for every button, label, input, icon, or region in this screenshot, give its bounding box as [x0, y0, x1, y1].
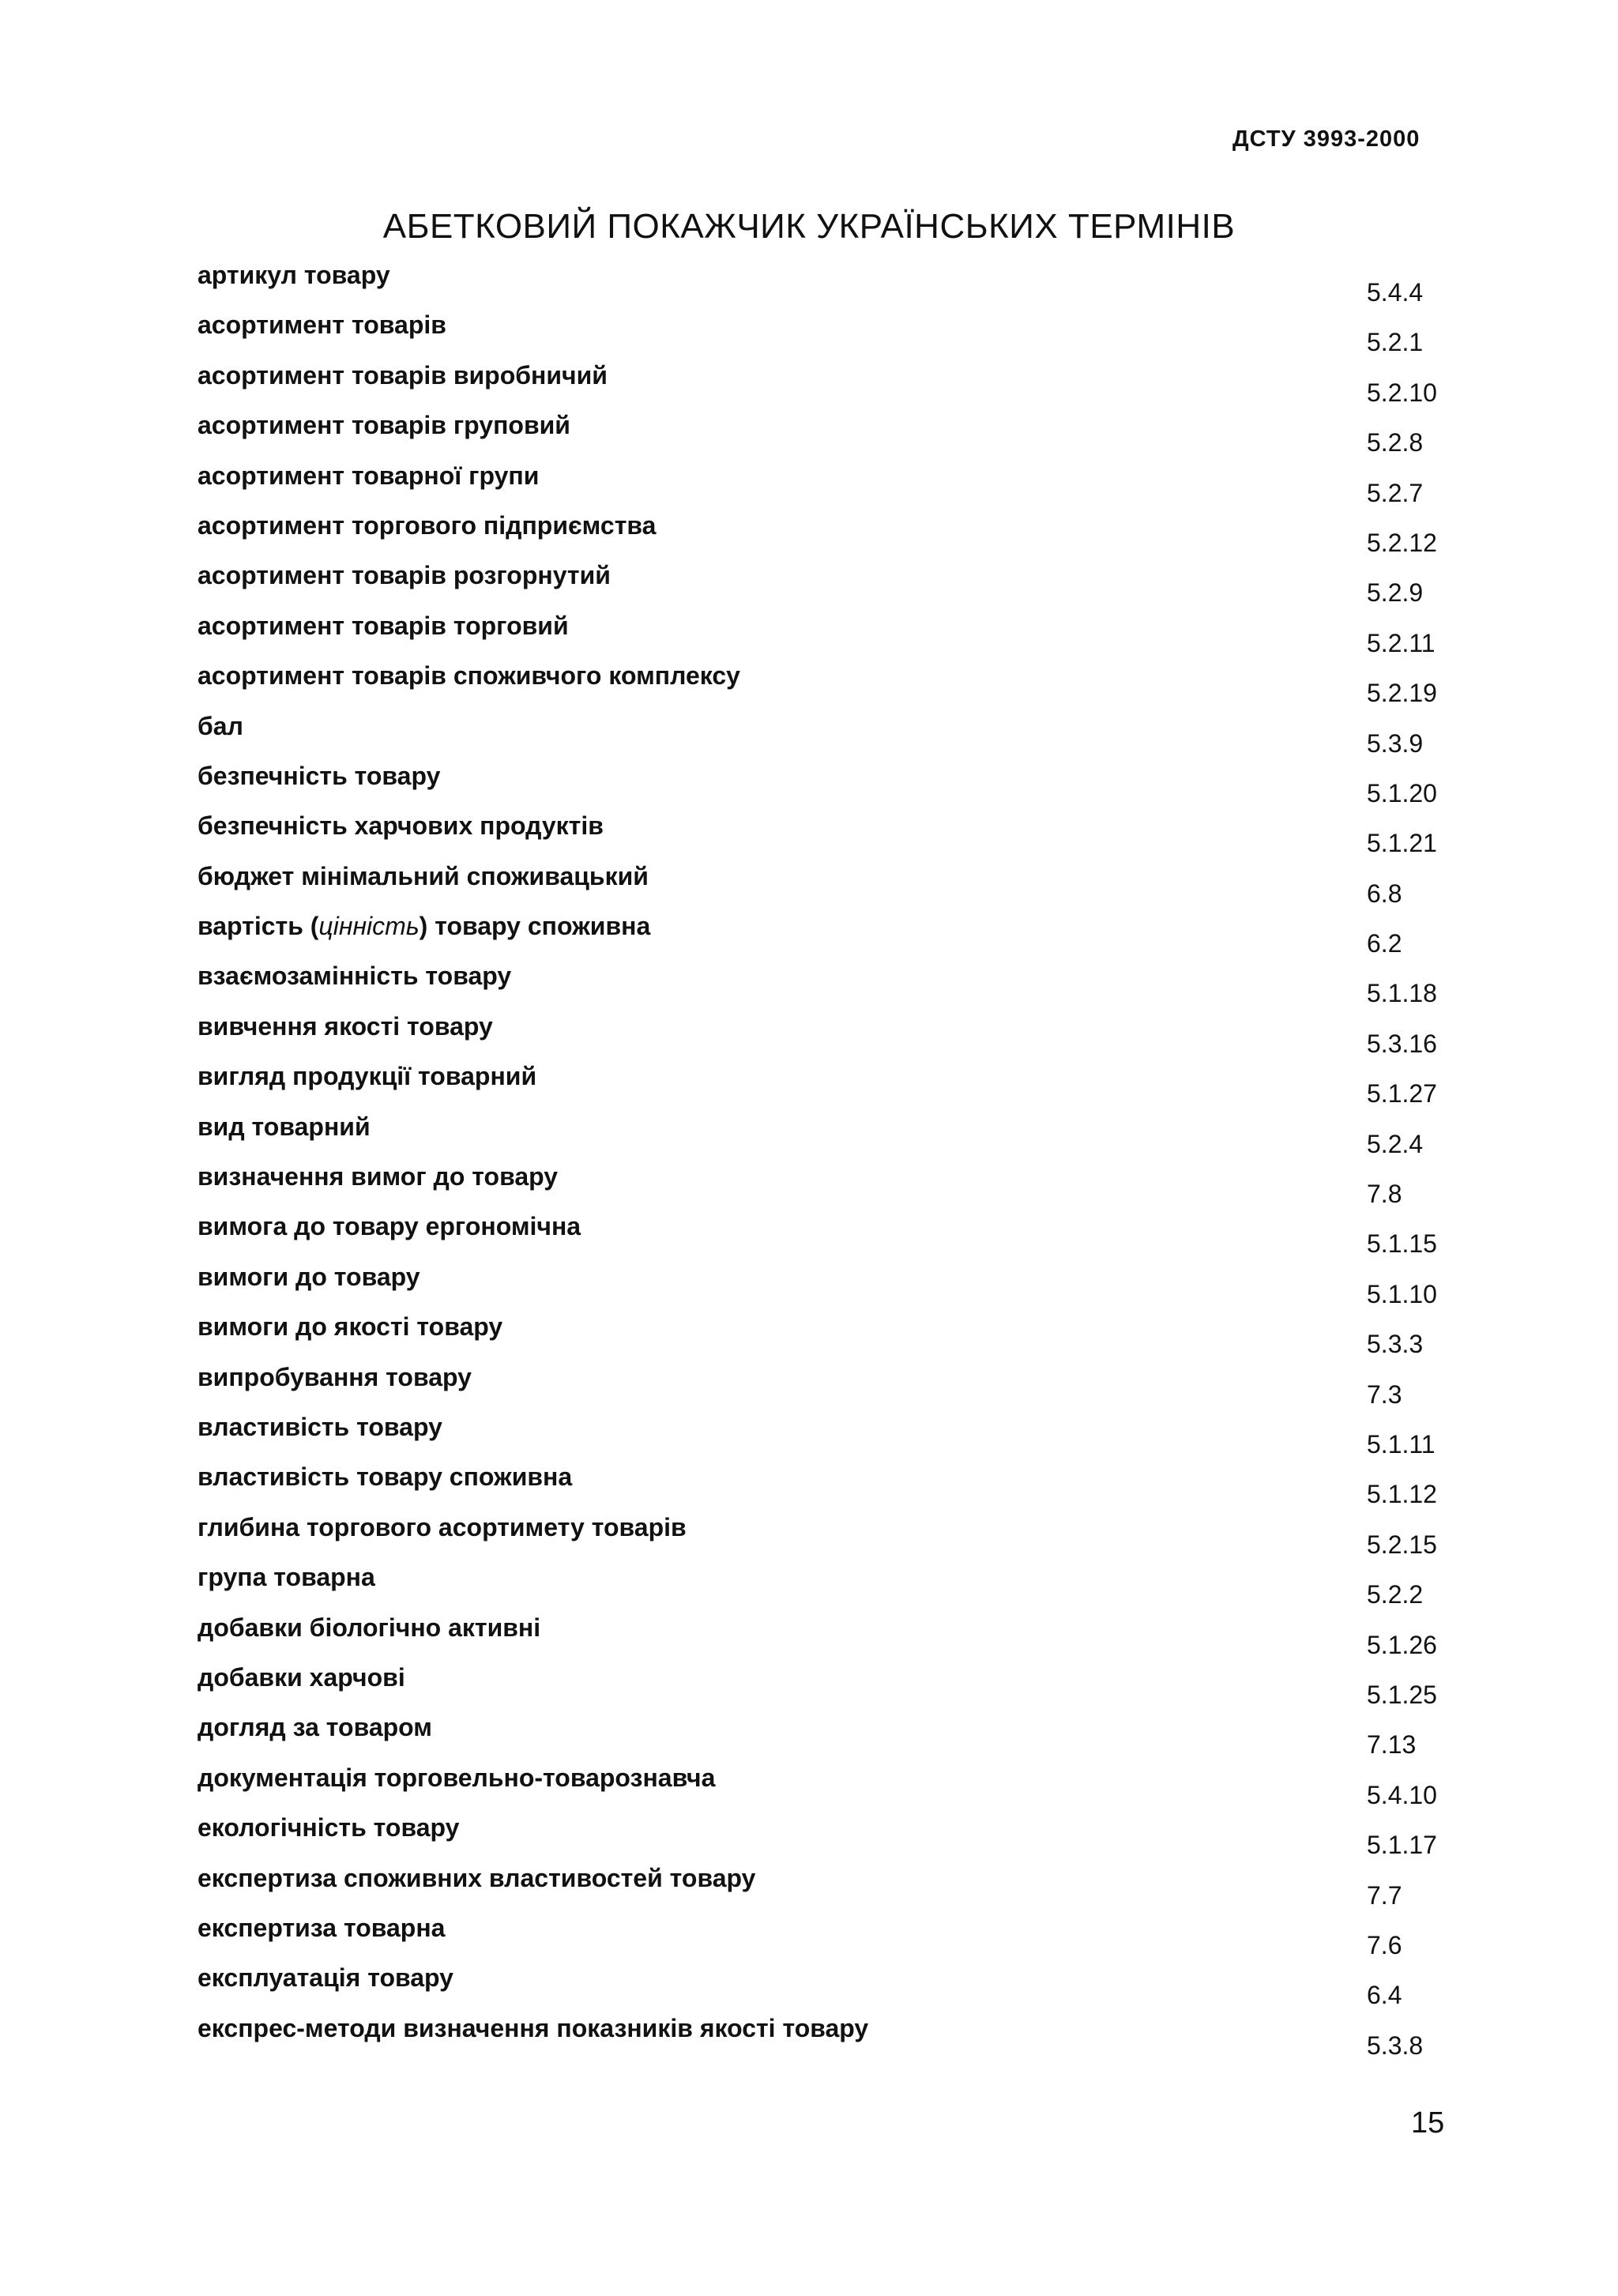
index-entry: [198, 912, 1477, 962]
index-term-text: асортимент товарів груповий: [198, 411, 570, 440]
index-clause-ref: 5.4.10: [1367, 1780, 1437, 1809]
term-index-list: [198, 261, 1477, 2064]
index-entry: [198, 1813, 1477, 1863]
index-entry: [198, 1012, 1477, 1062]
index-clause-ref: 5.3.16: [1367, 1029, 1437, 1058]
index-term: [198, 912, 650, 941]
index-term: [198, 1462, 572, 1492]
index-term: [198, 762, 440, 791]
index-entry: [198, 1613, 1477, 1663]
index-entry: [198, 361, 1477, 411]
index-term: [198, 1613, 540, 1643]
index-entry: [198, 862, 1477, 912]
index-term: [198, 311, 446, 340]
index-term: [198, 612, 569, 641]
document-code: ДСТУ 3993-2000: [1232, 126, 1420, 152]
index-term: [198, 1713, 432, 1742]
index-clause-ref: 5.3.9: [1367, 728, 1424, 758]
index-clause-ref: 5.1.25: [1367, 1680, 1437, 1709]
index-term: [198, 1012, 493, 1041]
index-clause-ref: 5.3.3: [1367, 1330, 1424, 1359]
index-term-text: вигляд продукції товарний: [198, 1062, 537, 1091]
index-clause-ref: 5.1.26: [1367, 1630, 1437, 1659]
index-clause-ref: 5.3.8: [1367, 2031, 1424, 2060]
index-clause-ref: 5.1.27: [1367, 1079, 1437, 1108]
index-entry: [198, 1062, 1477, 1112]
index-term: [198, 461, 539, 491]
index-term-text: асортимент торгового підприємства: [198, 510, 657, 540]
index-clause-ref: 5.2.8: [1367, 428, 1424, 457]
index-term-text: властивість товару споживна: [198, 1462, 573, 1492]
index-entry: [198, 1763, 1477, 1813]
index-term: [198, 661, 740, 691]
index-term-text: асортимент товарів розгорнутий: [198, 561, 611, 590]
index-entry: [198, 1312, 1477, 1362]
index-entry: [198, 811, 1477, 861]
index-term-italic: цінність: [318, 912, 420, 941]
index-term: [198, 511, 656, 540]
index-term-text: вимоги до якості товару: [198, 1312, 503, 1342]
index-term: [198, 862, 649, 891]
index-entry: [198, 2014, 1477, 2064]
index-clause-ref: 5.2.10: [1367, 378, 1437, 407]
index-entry: [198, 1663, 1477, 1713]
index-term: [198, 1363, 472, 1392]
index-entry: [198, 1212, 1477, 1262]
index-term-text: взаємозамінність товару: [198, 962, 512, 991]
index-entry: [198, 1713, 1477, 1763]
index-clause-ref: 5.1.10: [1367, 1279, 1437, 1308]
index-term: [198, 1513, 687, 1542]
index-entry: [198, 1162, 1477, 1212]
index-clause-ref: 7.7: [1367, 1880, 1402, 1910]
index-entry: [198, 511, 1477, 561]
index-entry: [198, 1263, 1477, 1312]
index-term-text: бюджет мінімальний споживацький: [198, 861, 649, 890]
index-entry: [198, 411, 1477, 461]
index-term-text: бал: [198, 711, 243, 740]
index-entry: [198, 1864, 1477, 1914]
index-term-text: властивість товару: [198, 1412, 442, 1441]
index-term: [198, 1813, 459, 1842]
index-clause-ref: 5.1.15: [1367, 1229, 1437, 1259]
index-term-text: глибина торгового асортимету товарів: [198, 1512, 687, 1541]
index-entry: [198, 1363, 1477, 1413]
index-term-text: добавки харчові: [198, 1662, 405, 1692]
index-clause-ref: 5.2.2: [1367, 1580, 1424, 1609]
index-term: [198, 1263, 420, 1292]
index-term-text-after: ) товару споживна: [419, 912, 651, 941]
index-term: [198, 1312, 502, 1342]
index-term-text: вартість (: [198, 912, 319, 941]
index-term-text: вимога до товару ергономічна: [198, 1212, 581, 1241]
index-term: [198, 1162, 558, 1191]
index-term: [198, 361, 608, 390]
index-term-text: безпечність товару: [198, 761, 441, 790]
index-entry: [198, 1563, 1477, 1613]
index-term-text: асортимент товарів: [198, 311, 446, 340]
index-term-text: добавки біологічно активні: [198, 1613, 541, 1642]
index-term: [198, 1112, 371, 1142]
index-clause-ref: 7.8: [1367, 1180, 1402, 1209]
index-term: [198, 261, 390, 290]
index-entry: [198, 311, 1477, 360]
index-term: [198, 962, 511, 991]
index-clause-ref: 5.1.11: [1367, 1429, 1436, 1459]
index-term: [198, 712, 243, 741]
index-term: [198, 1062, 536, 1091]
index-term: [198, 1663, 405, 1692]
index-term: [198, 411, 570, 440]
index-clause-ref: 6.4: [1367, 1981, 1402, 2010]
page-number: 15: [1411, 2106, 1445, 2140]
index-term-text: асортимент товарів торговий: [198, 611, 569, 640]
index-term-text: артикул товару: [198, 261, 390, 289]
index-entry: [198, 1963, 1477, 2013]
index-term: [198, 1963, 453, 1993]
index-term-text: асортимент товарів виробничий: [198, 360, 608, 390]
index-term: [198, 1212, 581, 1241]
index-term: [198, 811, 604, 841]
index-term-text: безпечність харчових продуктів: [198, 811, 604, 841]
index-clause-ref: 5.2.9: [1367, 578, 1424, 608]
page-title: АБЕТКОВИЙ ПОКАЖЧИК УКРАЇНСЬКИХ ТЕРМІНІВ: [382, 207, 1236, 246]
index-entry: [198, 1413, 1477, 1462]
index-term-text: експертиза товарна: [198, 1913, 446, 1942]
index-clause-ref: 7.3: [1367, 1379, 1402, 1409]
index-entry: [198, 561, 1477, 611]
index-entry: [198, 712, 1477, 762]
index-term-text: група товарна: [198, 1563, 375, 1592]
index-entry: [198, 762, 1477, 811]
index-term: [198, 1864, 755, 1893]
index-term: [198, 1763, 715, 1793]
index-clause-ref: 5.1.17: [1367, 1831, 1437, 1860]
index-clause-ref: 7.6: [1367, 1930, 1402, 1959]
index-entry: [198, 261, 1477, 311]
index-entry: [198, 1914, 1477, 1963]
index-term-text: асортимент товарів споживчого комплексу: [198, 661, 740, 691]
index-term-text: вид товарний: [198, 1112, 371, 1141]
index-term: [198, 2014, 868, 2043]
index-term-text: вимоги до товару: [198, 1262, 420, 1291]
index-clause-ref: 5.2.12: [1367, 528, 1437, 557]
index-entry: [198, 612, 1477, 661]
index-entry: [198, 1513, 1477, 1563]
index-term: [198, 1413, 442, 1442]
index-clause-ref: 6.8: [1367, 879, 1402, 908]
index-clause-ref: 5.1.12: [1367, 1480, 1437, 1509]
index-term: [198, 1563, 375, 1592]
index-entry: [198, 1462, 1477, 1512]
index-clause-ref: 5.2.4: [1367, 1129, 1424, 1158]
index-term-text: експертиза споживних властивостей товару: [198, 1863, 756, 1892]
index-term-text: визначення вимог до товару: [198, 1162, 559, 1191]
index-clause-ref: 5.1.18: [1367, 979, 1437, 1008]
index-term-text: експрес-методи визначення показників якості товару: [198, 2013, 869, 2042]
index-term-text: догляд за товаром: [198, 1713, 432, 1742]
index-clause-ref: 7.13: [1367, 1730, 1417, 1760]
index-term-text: екологічність товару: [198, 1813, 460, 1842]
index-entry: [198, 1112, 1477, 1162]
index-clause-ref: 5.2.7: [1367, 478, 1424, 507]
index-clause-ref: 5.1.20: [1367, 778, 1437, 807]
index-clause-ref: 5.2.15: [1367, 1530, 1437, 1559]
index-term-text: експлуатація товару: [198, 1963, 453, 1993]
index-entry: [198, 962, 1477, 1011]
index-clause-ref: 5.2.19: [1367, 679, 1437, 708]
index-clause-ref: 5.1.21: [1367, 829, 1437, 858]
index-term-text: випробування товару: [198, 1362, 472, 1391]
index-entry: [198, 661, 1477, 711]
index-clause-ref: 5.2.11: [1367, 628, 1436, 657]
index-term-text: вивчення якості товару: [198, 1011, 493, 1041]
index-clause-ref: 5.4.4: [1367, 278, 1424, 307]
index-term: [198, 561, 611, 590]
index-term-text: асортимент товарної групи: [198, 461, 540, 490]
index-clause-ref: 5.2.1: [1367, 328, 1424, 357]
index-term: [198, 1914, 445, 1943]
index-clause-ref: 6.2: [1367, 929, 1402, 958]
index-entry: [198, 461, 1477, 511]
index-term-text: документація торговельно-товарознавча: [198, 1763, 716, 1792]
